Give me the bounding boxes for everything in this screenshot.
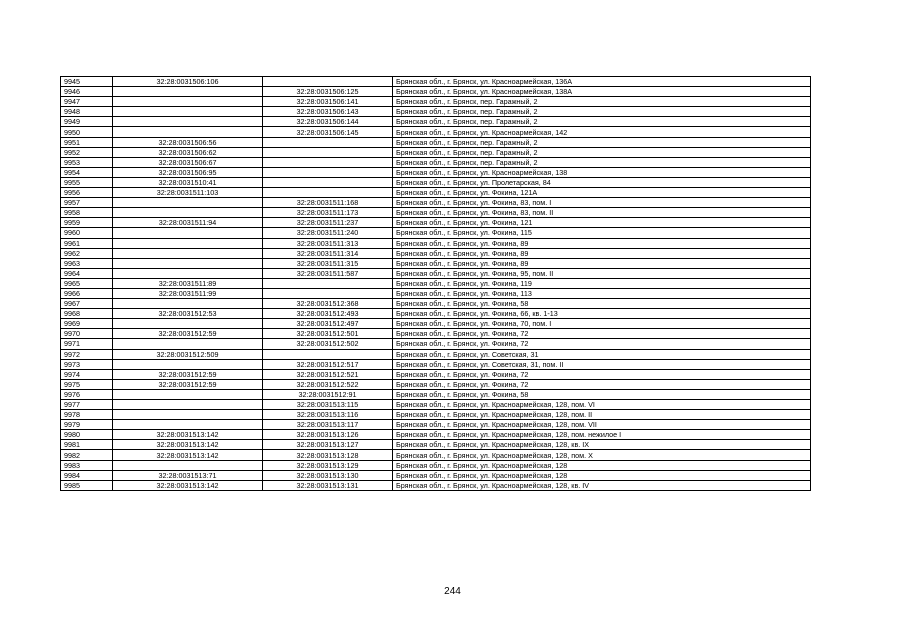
address-cell: Брянская обл., г. Брянск, ул. Красноармейская, 128, пом. VI <box>393 400 811 410</box>
row-number-cell: 9975 <box>61 379 113 389</box>
address-cell: Брянская обл., г. Брянск, ул. Красноармейская, 128 <box>393 460 811 470</box>
row-number-cell: 9965 <box>61 278 113 288</box>
land-cadastral-cell <box>113 97 263 107</box>
table-row <box>61 369 811 379</box>
address-cell: Брянская обл., г. Брянск, пер. Гаражный, 2 <box>393 107 811 117</box>
row-number-cell: 9982 <box>61 450 113 460</box>
address-cell: Брянская обл., г. Брянск, ул. Советская, 31, пом. II <box>393 359 811 369</box>
building-cadastral-cell <box>263 157 393 167</box>
row-number-cell: 9947 <box>61 97 113 107</box>
row-number-cell: 9950 <box>61 127 113 137</box>
land-cadastral-cell <box>113 420 263 430</box>
land-cadastral-cell: 32:28:0031511:89 <box>113 278 263 288</box>
land-cadastral-cell <box>113 339 263 349</box>
building-cadastral-cell: 32:28:0031512:522 <box>263 379 393 389</box>
building-cadastral-cell: 32:28:0031511:314 <box>263 248 393 258</box>
building-cadastral-cell: 32:28:0031512:493 <box>263 309 393 319</box>
building-cadastral-cell: 32:28:0031512:521 <box>263 369 393 379</box>
building-cadastral-cell: 32:28:0031513:131 <box>263 480 393 490</box>
address-cell: Брянская обл., г. Брянск, ул. Фокина, 66, кв. 1-13 <box>393 309 811 319</box>
row-number-cell: 9969 <box>61 319 113 329</box>
land-cadastral-cell: 32:28:0031512:509 <box>113 349 263 359</box>
building-cadastral-cell: 32:28:0031506:141 <box>263 97 393 107</box>
table-row <box>61 228 811 238</box>
table-row <box>61 208 811 218</box>
land-cadastral-cell: 32:28:0031506:106 <box>113 77 263 87</box>
address-cell: Брянская обл., г. Брянск, ул. Фокина, 83, пом. II <box>393 208 811 218</box>
row-number-cell: 9976 <box>61 389 113 399</box>
row-number-cell: 9960 <box>61 228 113 238</box>
row-number-cell: 9972 <box>61 349 113 359</box>
address-cell: Брянская обл., г. Брянск, ул. Пролетарская, 84 <box>393 177 811 187</box>
address-cell: Брянская обл., г. Брянск, пер. Гаражный, 2 <box>393 147 811 157</box>
land-cadastral-cell: 32:28:0031510:41 <box>113 177 263 187</box>
building-cadastral-cell <box>263 137 393 147</box>
table-row <box>61 460 811 470</box>
address-cell: Брянская обл., г. Брянск, пер. Гаражный, 2 <box>393 97 811 107</box>
table-row <box>61 198 811 208</box>
land-cadastral-cell: 32:28:0031512:59 <box>113 379 263 389</box>
land-cadastral-cell <box>113 127 263 137</box>
building-cadastral-cell: 32:28:0031512:502 <box>263 339 393 349</box>
building-cadastral-cell: 32:28:0031512:368 <box>263 299 393 309</box>
row-number-cell: 9980 <box>61 430 113 440</box>
table-row <box>61 309 811 319</box>
table-row <box>61 288 811 298</box>
land-cadastral-cell: 32:28:0031511:103 <box>113 188 263 198</box>
building-cadastral-cell: 32:28:0031511:240 <box>263 228 393 238</box>
building-cadastral-cell: 32:28:0031506:144 <box>263 117 393 127</box>
land-cadastral-cell: 32:28:0031513:142 <box>113 480 263 490</box>
address-cell: Брянская обл., г. Брянск, ул. Фокина, 89 <box>393 248 811 258</box>
address-cell: Брянская обл., г. Брянск, пер. Гаражный, 2 <box>393 117 811 127</box>
table-row <box>61 470 811 480</box>
land-cadastral-cell <box>113 389 263 399</box>
row-number-cell: 9953 <box>61 157 113 167</box>
table-row <box>61 127 811 137</box>
row-number-cell: 9983 <box>61 460 113 470</box>
address-cell: Брянская обл., г. Брянск, ул. Красноармейская, 128, пом. X <box>393 450 811 460</box>
address-cell: Брянская обл., г. Брянск, ул. Фокина, 70, пом. I <box>393 319 811 329</box>
address-cell: Брянская обл., г. Брянск, ул. Фокина, 72 <box>393 369 811 379</box>
row-number-cell: 9966 <box>61 288 113 298</box>
building-cadastral-cell: 32:28:0031513:126 <box>263 430 393 440</box>
table-row <box>61 248 811 258</box>
land-cadastral-cell: 32:28:0031506:56 <box>113 137 263 147</box>
row-number-cell: 9970 <box>61 329 113 339</box>
land-cadastral-cell: 32:28:0031506:67 <box>113 157 263 167</box>
address-cell: Брянская обл., г. Брянск, ул. Фокина, 72 <box>393 329 811 339</box>
building-cadastral-cell <box>263 278 393 288</box>
address-cell: Брянская обл., г. Брянск, ул. Фокина, 119 <box>393 278 811 288</box>
building-cadastral-cell: 32:28:0031513:115 <box>263 400 393 410</box>
address-cell: Брянская обл., г. Брянск, ул. Фокина, 121А <box>393 188 811 198</box>
table-row <box>61 329 811 339</box>
building-cadastral-cell: 32:28:0031506:145 <box>263 127 393 137</box>
table-row <box>61 188 811 198</box>
land-cadastral-cell: 32:28:0031511:99 <box>113 288 263 298</box>
address-cell: Брянская обл., г. Брянск, ул. Советская, 31 <box>393 349 811 359</box>
row-number-cell: 9964 <box>61 268 113 278</box>
row-number-cell: 9958 <box>61 208 113 218</box>
building-cadastral-cell <box>263 188 393 198</box>
table-row <box>61 238 811 248</box>
address-cell: Брянская обл., г. Брянск, ул. Фокина, 113 <box>393 288 811 298</box>
table-row <box>61 379 811 389</box>
land-cadastral-cell <box>113 400 263 410</box>
address-cell: Брянская обл., г. Брянск, ул. Красноармейская, 142 <box>393 127 811 137</box>
address-cell: Брянская обл., г. Брянск, ул. Фокина, 89 <box>393 238 811 248</box>
building-cadastral-cell: 32:28:0031511:587 <box>263 268 393 278</box>
row-number-cell: 9974 <box>61 369 113 379</box>
table-row <box>61 299 811 309</box>
building-cadastral-cell: 32:28:0031513:127 <box>263 440 393 450</box>
page-number: 244 <box>444 586 461 597</box>
address-cell: Брянская обл., г. Брянск, ул. Красноармейская, 138 <box>393 167 811 177</box>
table-row <box>61 177 811 187</box>
table-row <box>61 167 811 177</box>
building-cadastral-cell: 32:28:0031513:128 <box>263 450 393 460</box>
address-cell: Брянская обл., г. Брянск, ул. Красноармейская, 128, пом. VII <box>393 420 811 430</box>
row-number-cell: 9978 <box>61 410 113 420</box>
row-number-cell: 9951 <box>61 137 113 147</box>
land-cadastral-cell: 32:28:0031512:59 <box>113 329 263 339</box>
row-number-cell: 9981 <box>61 440 113 450</box>
table-row <box>61 218 811 228</box>
building-cadastral-cell: 32:28:0031506:125 <box>263 87 393 97</box>
address-cell: Брянская обл., г. Брянск, пер. Гаражный, 2 <box>393 137 811 147</box>
row-number-cell: 9959 <box>61 218 113 228</box>
table-row <box>61 450 811 460</box>
land-cadastral-cell <box>113 198 263 208</box>
table-row <box>61 157 811 167</box>
building-cadastral-cell: 32:28:0031513:116 <box>263 410 393 420</box>
address-cell: Брянская обл., г. Брянск, ул. Фокина, 58 <box>393 389 811 399</box>
row-number-cell: 9957 <box>61 198 113 208</box>
land-cadastral-cell: 32:28:0031511:94 <box>113 218 263 228</box>
row-number-cell: 9961 <box>61 238 113 248</box>
row-number-cell: 9968 <box>61 309 113 319</box>
table-row <box>61 420 811 430</box>
table-row <box>61 77 811 87</box>
land-cadastral-cell: 32:28:0031512:53 <box>113 309 263 319</box>
building-cadastral-cell: 32:28:0031511:313 <box>263 238 393 248</box>
address-cell: Брянская обл., г. Брянск, ул. Фокина, 121 <box>393 218 811 228</box>
registry-table <box>60 76 811 491</box>
land-cadastral-cell: 32:28:0031512:59 <box>113 369 263 379</box>
address-cell: Брянская обл., г. Брянск, ул. Красноармейская, 128, кв. IV <box>393 480 811 490</box>
table-row <box>61 87 811 97</box>
building-cadastral-cell <box>263 167 393 177</box>
building-cadastral-cell: 32:28:0031512:517 <box>263 359 393 369</box>
row-number-cell: 9962 <box>61 248 113 258</box>
row-number-cell: 9985 <box>61 480 113 490</box>
table-row <box>61 117 811 127</box>
table-row <box>61 147 811 157</box>
table-row <box>61 268 811 278</box>
land-cadastral-cell: 32:28:0031513:71 <box>113 470 263 480</box>
building-cadastral-cell: 32:28:0031512:501 <box>263 329 393 339</box>
building-cadastral-cell: 32:28:0031512:91 <box>263 389 393 399</box>
land-cadastral-cell <box>113 268 263 278</box>
land-cadastral-cell <box>113 208 263 218</box>
address-cell: Брянская обл., г. Брянск, ул. Фокина, 72 <box>393 379 811 389</box>
address-cell: Брянская обл., г. Брянск, ул. Красноармейская, 128, кв. IX <box>393 440 811 450</box>
table-row <box>61 359 811 369</box>
row-number-cell: 9963 <box>61 258 113 268</box>
building-cadastral-cell: 32:28:0031513:130 <box>263 470 393 480</box>
address-cell: Брянская обл., г. Брянск, ул. Фокина, 72 <box>393 339 811 349</box>
building-cadastral-cell <box>263 77 393 87</box>
table-row <box>61 410 811 420</box>
address-cell: Брянская обл., г. Брянск, ул. Красноармейская, 136А <box>393 77 811 87</box>
address-cell: Брянская обл., г. Брянск, ул. Фокина, 58 <box>393 299 811 309</box>
land-cadastral-cell <box>113 107 263 117</box>
row-number-cell: 9971 <box>61 339 113 349</box>
address-cell: Брянская обл., г. Брянск, ул. Красноармейская, 128, пом. II <box>393 410 811 420</box>
table-row <box>61 480 811 490</box>
building-cadastral-cell: 32:28:0031513:129 <box>263 460 393 470</box>
address-cell: Брянская обл., г. Брянск, ул. Фокина, 115 <box>393 228 811 238</box>
row-number-cell: 9952 <box>61 147 113 157</box>
land-cadastral-cell <box>113 460 263 470</box>
land-cadastral-cell <box>113 228 263 238</box>
row-number-cell: 9949 <box>61 117 113 127</box>
building-cadastral-cell: 32:28:0031511:168 <box>263 198 393 208</box>
building-cadastral-cell: 32:28:0031513:117 <box>263 420 393 430</box>
row-number-cell: 9973 <box>61 359 113 369</box>
address-cell: Брянская обл., г. Брянск, ул. Красноармейская, 128 <box>393 470 811 480</box>
table-row <box>61 400 811 410</box>
table-row <box>61 389 811 399</box>
table-row <box>61 107 811 117</box>
building-cadastral-cell: 32:28:0031506:143 <box>263 107 393 117</box>
building-cadastral-cell <box>263 349 393 359</box>
row-number-cell: 9967 <box>61 299 113 309</box>
address-cell: Брянская обл., г. Брянск, ул. Красноармейская, 128, пом. нежилое I <box>393 430 811 440</box>
building-cadastral-cell: 32:28:0031511:173 <box>263 208 393 218</box>
table-row <box>61 258 811 268</box>
land-cadastral-cell: 32:28:0031506:95 <box>113 167 263 177</box>
row-number-cell: 9979 <box>61 420 113 430</box>
table-row <box>61 97 811 107</box>
land-cadastral-cell <box>113 238 263 248</box>
land-cadastral-cell: 32:28:0031513:142 <box>113 440 263 450</box>
table-row <box>61 349 811 359</box>
building-cadastral-cell: 32:28:0031511:315 <box>263 258 393 268</box>
table-row <box>61 339 811 349</box>
land-cadastral-cell <box>113 258 263 268</box>
building-cadastral-cell: 32:28:0031512:497 <box>263 319 393 329</box>
table-row <box>61 278 811 288</box>
land-cadastral-cell <box>113 248 263 258</box>
row-number-cell: 9984 <box>61 470 113 480</box>
land-cadastral-cell <box>113 410 263 420</box>
building-cadastral-cell <box>263 147 393 157</box>
land-cadastral-cell <box>113 117 263 127</box>
table-row <box>61 440 811 450</box>
row-number-cell: 9945 <box>61 77 113 87</box>
table-row <box>61 137 811 147</box>
land-cadastral-cell: 32:28:0031513:142 <box>113 450 263 460</box>
table-row <box>61 319 811 329</box>
building-cadastral-cell <box>263 288 393 298</box>
row-number-cell: 9977 <box>61 400 113 410</box>
row-number-cell: 9955 <box>61 177 113 187</box>
row-number-cell: 9946 <box>61 87 113 97</box>
address-cell: Брянская обл., г. Брянск, ул. Красноармейская, 138А <box>393 87 811 97</box>
building-cadastral-cell <box>263 177 393 187</box>
row-number-cell: 9956 <box>61 188 113 198</box>
land-cadastral-cell: 32:28:0031506:62 <box>113 147 263 157</box>
registry-table-body <box>61 77 811 491</box>
address-cell: Брянская обл., г. Брянск, ул. Фокина, 89 <box>393 258 811 268</box>
address-cell: Брянская обл., г. Брянск, ул. Фокина, 83, пом. I <box>393 198 811 208</box>
address-cell: Брянская обл., г. Брянск, ул. Фокина, 95, пом. II <box>393 268 811 278</box>
table-row <box>61 430 811 440</box>
row-number-cell: 9948 <box>61 107 113 117</box>
land-cadastral-cell <box>113 299 263 309</box>
row-number-cell: 9954 <box>61 167 113 177</box>
address-cell: Брянская обл., г. Брянск, пер. Гаражный, 2 <box>393 157 811 167</box>
land-cadastral-cell <box>113 359 263 369</box>
land-cadastral-cell <box>113 87 263 97</box>
building-cadastral-cell: 32:28:0031511:237 <box>263 218 393 228</box>
land-cadastral-cell <box>113 319 263 329</box>
land-cadastral-cell: 32:28:0031513:142 <box>113 430 263 440</box>
